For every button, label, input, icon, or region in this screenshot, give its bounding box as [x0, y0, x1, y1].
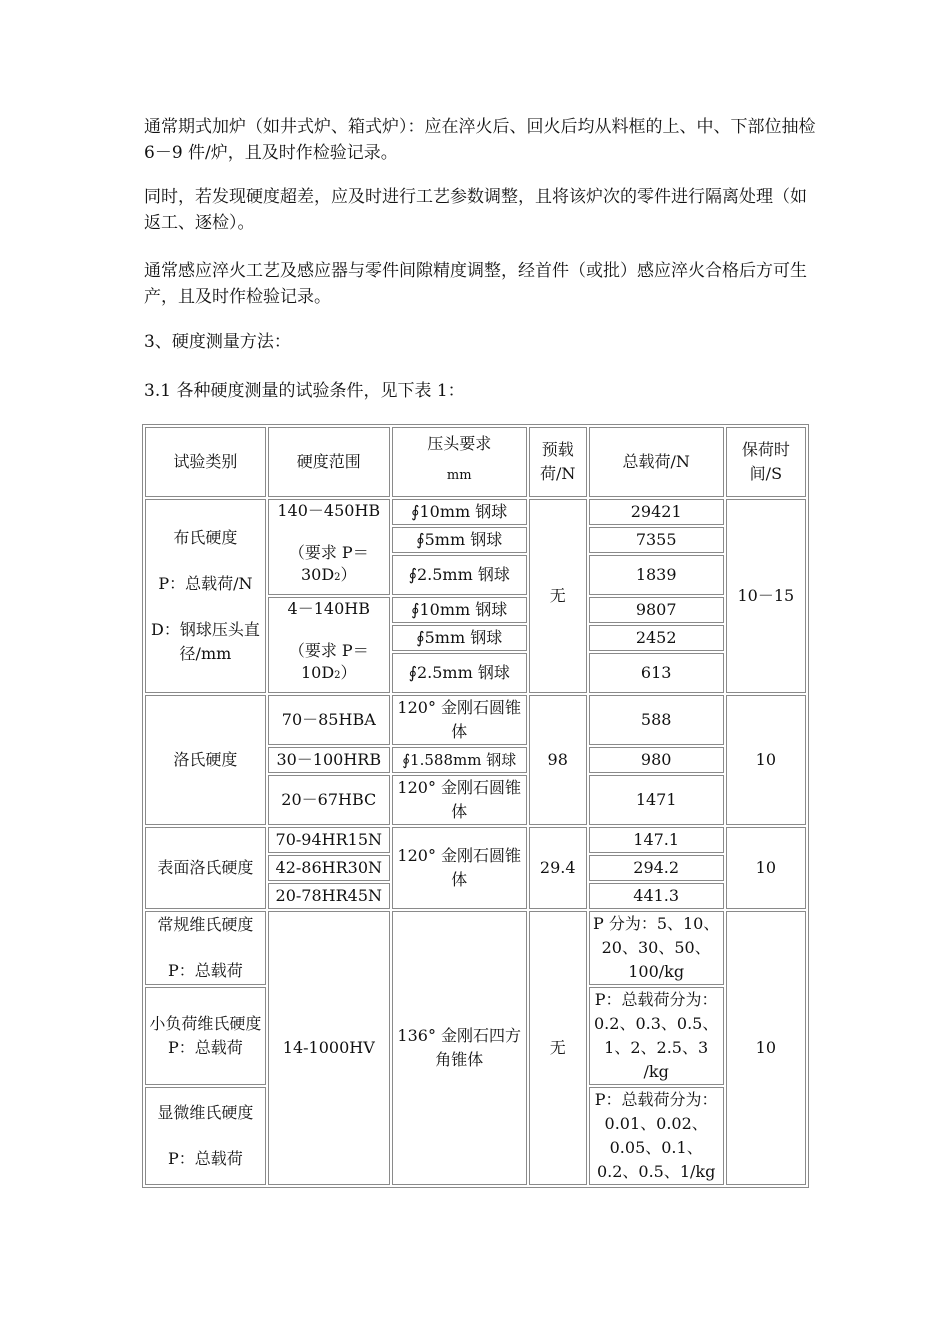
rockwell-load-3: 1471 [589, 775, 724, 825]
rockwell-indenter-1: 120° 金刚石圆锥体 [392, 695, 527, 745]
rockwell-range-3: 20－67HBC [268, 775, 390, 825]
brinell-indenter-3: ∮2.5mm 钢球 [392, 555, 527, 595]
superficial-preload: 29.4 [529, 827, 587, 909]
brinell-range-2-value: 4－140HB [287, 599, 370, 618]
brinell-load-2: 7355 [589, 527, 724, 553]
brinell-range-2 [268, 597, 390, 693]
header-category: 试验类别 [145, 427, 266, 497]
brinell-indenter-4: ∮10mm 钢球 [392, 597, 527, 623]
rockwell-category: 洛氏硬度 [145, 695, 266, 825]
rockwell-range-1: 70－85HBA [268, 695, 390, 745]
vickers-range: 14-1000HV [268, 911, 390, 1185]
vickers-load-small: P：总载荷分为：0.2、0.3、0.5、1、2、2.5、3 /kg [589, 987, 724, 1085]
brinell-name: 布氏硬度 [173, 528, 238, 547]
brinell-d-definition: D：钢球压头直径/mm [151, 620, 260, 663]
vickers-preload: 无 [529, 911, 587, 1185]
superficial-range-1: 70-94HR15N [268, 827, 390, 853]
brinell-load-1: 29421 [589, 499, 724, 525]
brinell-indenter-2: ∮5mm 钢球 [392, 527, 527, 553]
brinell-indenter-1: ∮10mm 钢球 [392, 499, 527, 525]
vickers-indenter: 136° 金刚石四方角锥体 [392, 911, 527, 1185]
brinell-range-2-requirement: （要求 P＝10D2） [288, 641, 369, 682]
header-preload: 预载荷/N [529, 427, 587, 497]
table-row [145, 695, 806, 745]
rockwell-preload: 98 [529, 695, 587, 825]
rockwell-indenter-3: 120° 金刚石圆锥体 [392, 775, 527, 825]
vickers-micro-category [145, 1087, 266, 1185]
vickers-load-micro: P：总载荷分为：0.01、0.02、0.05、0.1、0.2、0.5、1/kg [589, 1087, 724, 1185]
brinell-range-1 [268, 499, 390, 595]
superficial-category: 表面洛氏硬度 [145, 827, 266, 909]
vickers-standard-p: P：总载荷 [168, 961, 243, 980]
paragraph-hardness-deviation: 同时，若发现硬度超差，应及时进行工艺参数调整，且将该炉次的零件进行隔离处理（如返工、逐检）。 [144, 187, 807, 233]
table-row [145, 911, 806, 985]
superficial-indenter: 120° 金刚石圆锥体 [392, 827, 527, 909]
vickers-micro-name: 显微维氏硬度 [157, 1103, 254, 1122]
superficial-load-1: 147.1 [589, 827, 724, 853]
superficial-range-2: 42-86HR30N [268, 855, 390, 881]
brinell-category-cell [145, 499, 266, 693]
vickers-micro-p: P：总载荷 [168, 1149, 243, 1168]
paragraph-table-intro: 3.1 各种硬度测量的试验条件，见下表 1： [144, 381, 465, 401]
vickers-load-standard: P 分为：5、10、20、30、50、100/kg [589, 911, 724, 985]
brinell-load-4: 9807 [589, 597, 724, 623]
superficial-load-2: 294.2 [589, 855, 724, 881]
brinell-range-1-value: 140－450HB [277, 501, 381, 520]
hardness-test-conditions-table [142, 424, 809, 1188]
brinell-load-6: 613 [589, 653, 724, 693]
brinell-p-definition: P：总载荷/N [158, 574, 253, 593]
header-indenter-unit: mm [446, 468, 472, 483]
rockwell-load-1: 588 [589, 695, 724, 745]
brinell-indenter-5: ∮5mm 钢球 [392, 625, 527, 651]
header-range: 硬度范围 [268, 427, 390, 497]
rockwell-dwell: 10 [726, 695, 806, 825]
rockwell-load-2: 980 [589, 747, 724, 773]
table-row [145, 499, 806, 525]
rockwell-indenter-2: ∮1.588mm 钢球 [392, 747, 527, 773]
section-heading-hardness-methods: 3、硬度测量方法： [144, 332, 291, 352]
brinell-load-3: 1839 [589, 555, 724, 595]
paragraph-induction-quench: 通常感应淬火工艺及感应器与零件间隙精度调整，经首件（或批）感应淬火合格后方可生产，且及时作检验记录。 [144, 261, 807, 307]
header-dwell-time: 保荷时间/S [726, 427, 806, 497]
superficial-range-3: 20-78HR45N [268, 883, 390, 909]
header-indenter-label: 压头要求 [427, 434, 492, 453]
vickers-dwell: 10 [726, 911, 806, 1185]
superficial-load-3: 441.3 [589, 883, 724, 909]
superficial-dwell: 10 [726, 827, 806, 909]
header-indenter [392, 427, 527, 497]
rockwell-range-2: 30－100HRB [268, 747, 390, 773]
vickers-standard-category [145, 911, 266, 985]
paragraph-furnace-inspection: 通常期式加炉（如井式炉、箱式炉）：应在淬火后、回火后均从料框的上、中、下部位抽检 6－9 件/炉，且及时作检验记录。 [144, 117, 816, 163]
brinell-dwell: 10－15 [726, 499, 806, 693]
brinell-indenter-6: ∮2.5mm 钢球 [392, 653, 527, 693]
vickers-standard-name: 常规维氏硬度 [157, 915, 254, 934]
header-total-load: 总载荷/N [589, 427, 724, 497]
table-header-row [145, 427, 806, 497]
brinell-range-1-requirement: （要求 P＝30D2） [288, 543, 369, 584]
vickers-small-load-category: 小负荷维氏硬度 P：总载荷 [145, 987, 266, 1085]
brinell-load-5: 2452 [589, 625, 724, 651]
brinell-preload: 无 [529, 499, 587, 693]
table-row [145, 827, 806, 853]
